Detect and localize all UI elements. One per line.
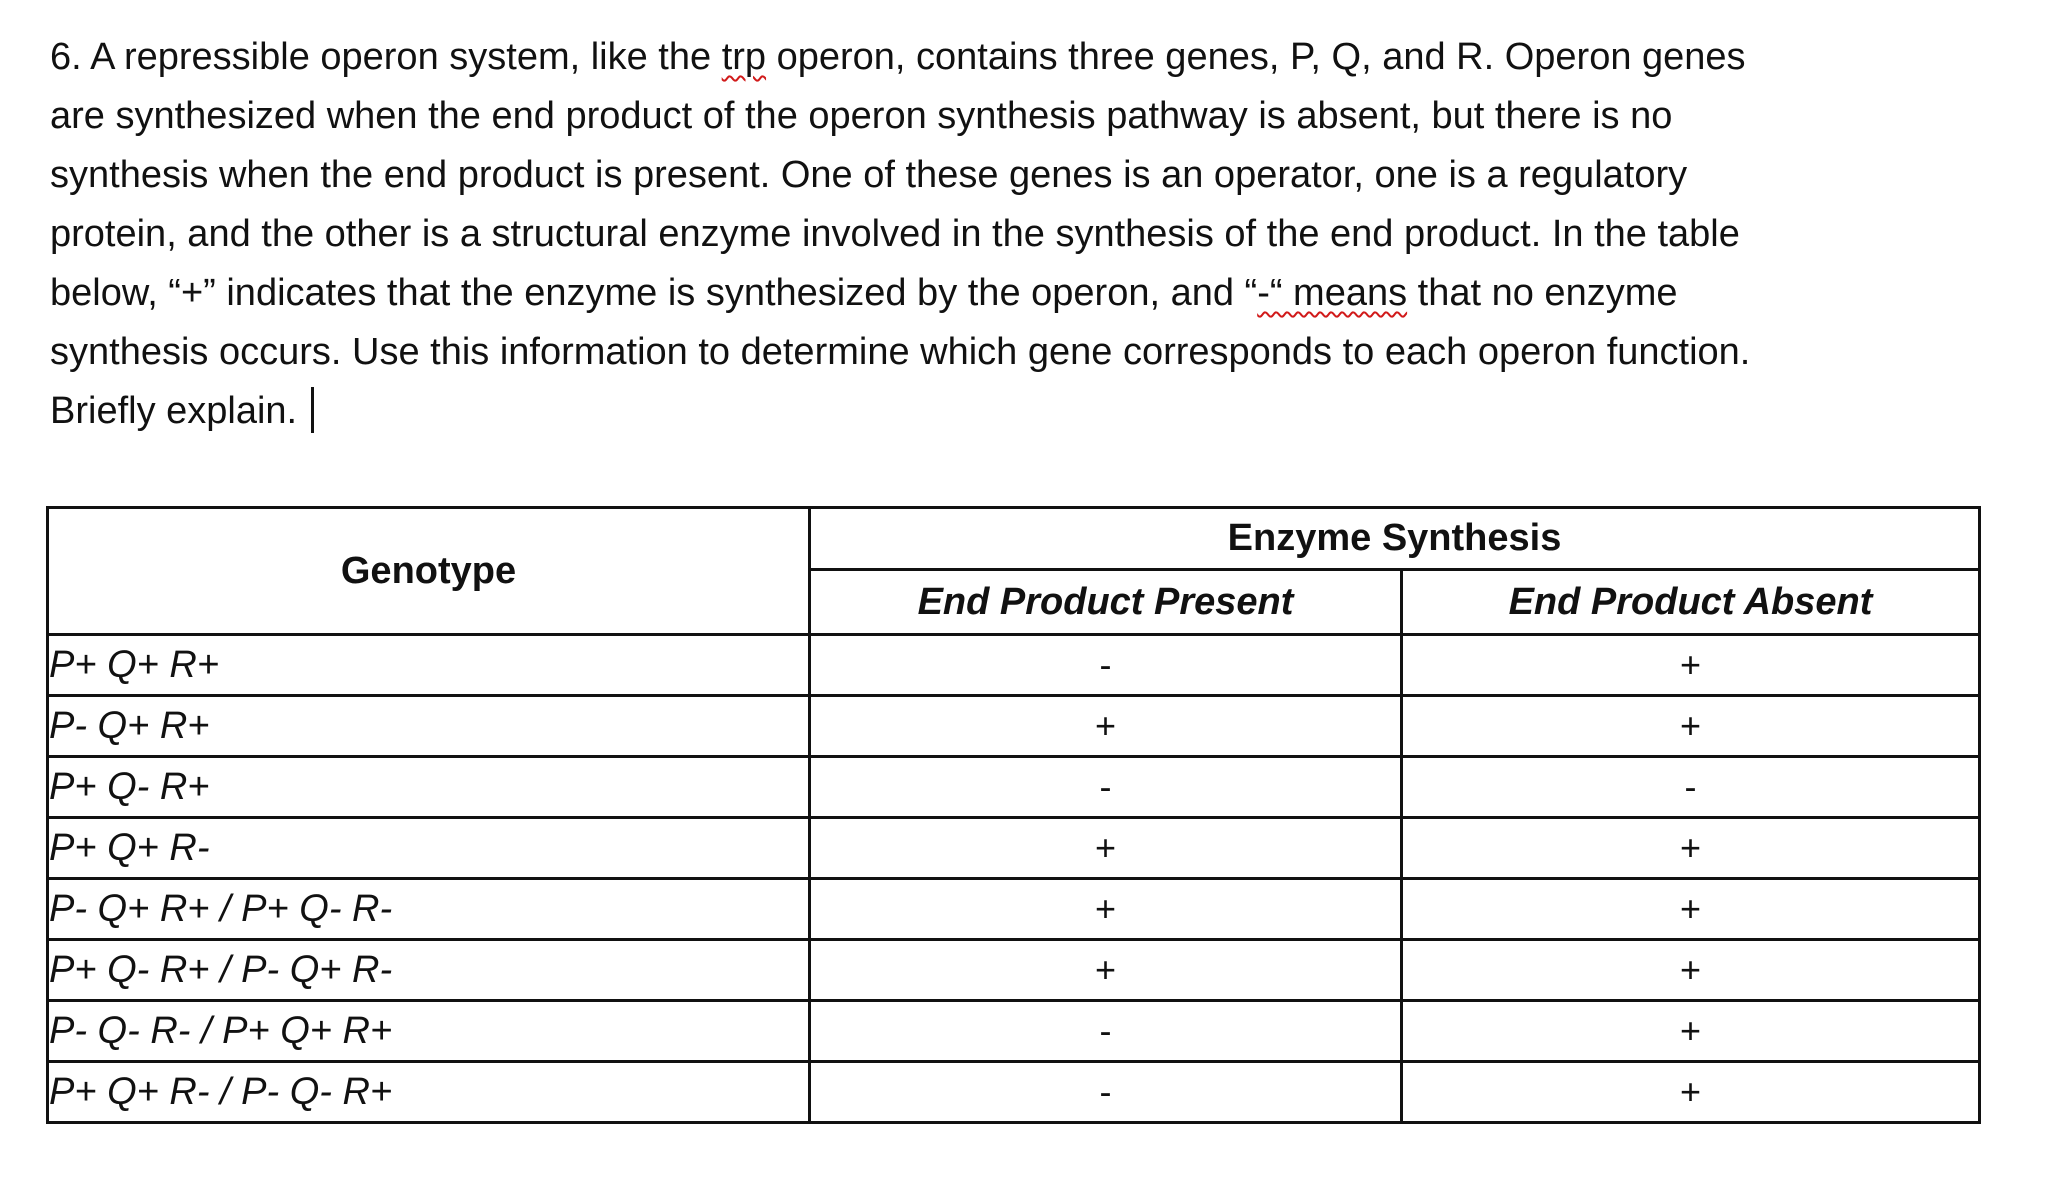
table-row: [48, 696, 1980, 757]
present-cell: +: [810, 940, 1402, 1001]
text-cursor: [311, 387, 314, 433]
absent-cell: +: [1402, 879, 1980, 940]
header-row: [48, 508, 1980, 570]
genotype-table: [46, 506, 1981, 1124]
absent-cell: +: [1402, 818, 1980, 879]
question-line-1: 6. A repressible operon system, like the trp operon, contains three genes, P, Q, and R. Operon genes: [50, 36, 1746, 78]
present-cell: +: [810, 818, 1402, 879]
absent-cell: +: [1402, 696, 1980, 757]
table-row: [48, 879, 1980, 940]
genotype-cell: P- Q- R- / P+ Q+ R+: [48, 1001, 810, 1062]
genotype-cell: P- Q+ R+ / P+ Q- R-: [48, 879, 810, 940]
question-line-2: are synthesized when the end product of the operon synthesis pathway is absent, but there is no: [50, 95, 1673, 137]
question-line-7: Briefly explain.: [50, 382, 2010, 441]
genotype-cell: P+ Q+ R+: [48, 635, 810, 696]
end-product-present-header: End Product Present: [810, 570, 1402, 635]
table-row: [48, 940, 1980, 1001]
question-line-4: protein, and the other is a structural enzyme involved in the synthesis of the end product. In the table: [50, 213, 1740, 255]
table-row: [48, 1001, 1980, 1062]
genotype-header: Genotype: [48, 508, 810, 635]
table-row: [48, 818, 1980, 879]
absent-cell: +: [1402, 635, 1980, 696]
genotype-cell: P+ Q- R+: [48, 757, 810, 818]
end-product-absent-header: End Product Absent: [1402, 570, 1980, 635]
genotype-cell: P+ Q+ R- / P- Q- R+: [48, 1062, 810, 1123]
table-row: [48, 635, 1980, 696]
question-line-6: synthesis occurs. Use this information to determine which gene corresponds to each operon function.: [50, 331, 1751, 373]
absent-cell: -: [1402, 757, 1980, 818]
present-cell: -: [810, 1001, 1402, 1062]
present-cell: -: [810, 1062, 1402, 1123]
table-row: [48, 1062, 1980, 1123]
question-text[interactable]: [50, 28, 2010, 441]
present-cell: +: [810, 696, 1402, 757]
question-line-3: synthesis when the end product is present. One of these genes is an operator, one is a regulatory: [50, 154, 1688, 196]
present-cell: -: [810, 757, 1402, 818]
present-cell: +: [810, 879, 1402, 940]
absent-cell: +: [1402, 1062, 1980, 1123]
spellcheck-flag-trp[interactable]: trp: [721, 36, 767, 78]
spellcheck-flag-means[interactable]: -“ means: [1257, 272, 1408, 314]
absent-cell: +: [1402, 1001, 1980, 1062]
genotype-cell: P+ Q- R+ / P- Q+ R-: [48, 940, 810, 1001]
question-line-5: below, “+” indicates that the enzyme is synthesized by the operon, and “-“ means that no enzyme: [50, 272, 1678, 314]
table-row: [48, 757, 1980, 818]
enzyme-synthesis-header: Enzyme Synthesis: [810, 508, 1980, 570]
genotype-cell: P+ Q+ R-: [48, 818, 810, 879]
present-cell: -: [810, 635, 1402, 696]
absent-cell: +: [1402, 940, 1980, 1001]
genotype-cell: P- Q+ R+: [48, 696, 810, 757]
